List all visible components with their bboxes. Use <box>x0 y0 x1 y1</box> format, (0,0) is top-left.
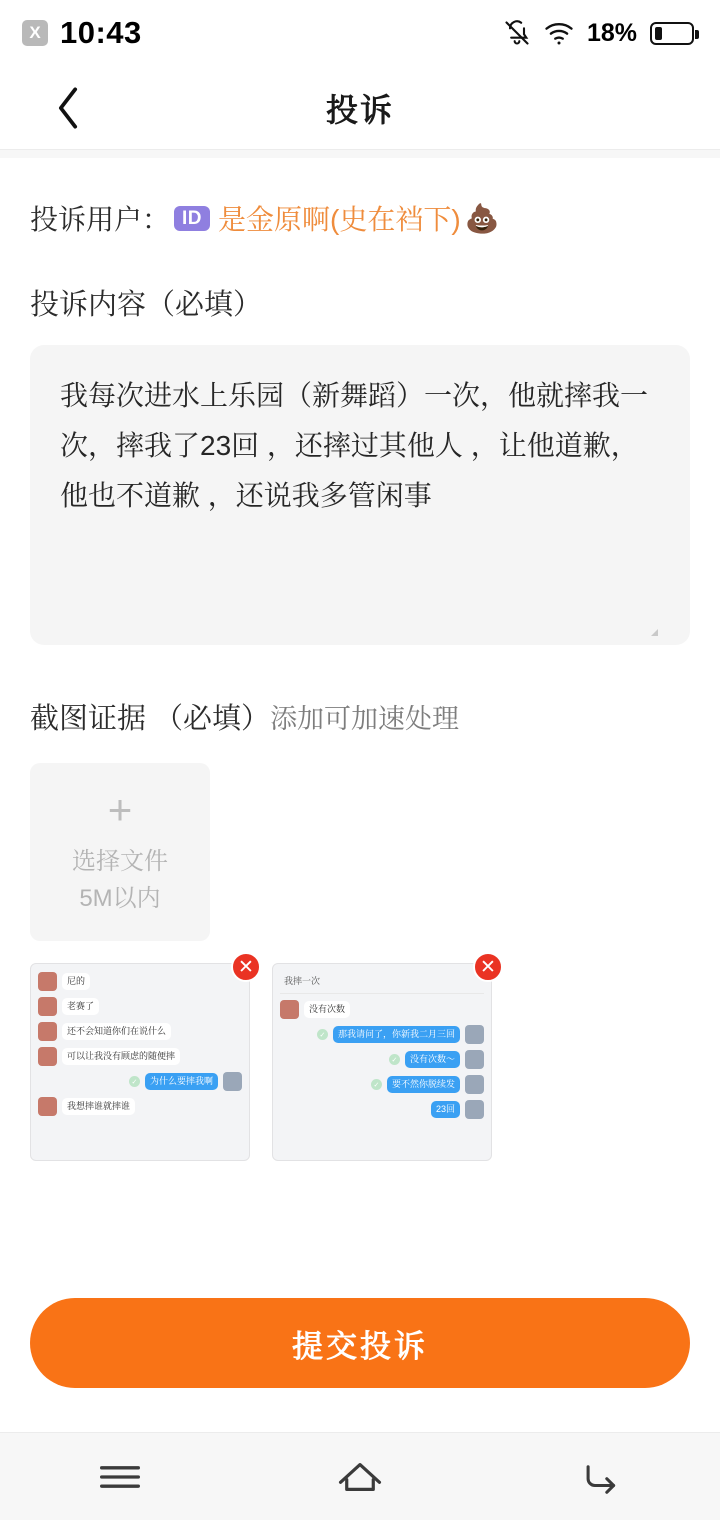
home-icon[interactable] <box>315 1447 405 1507</box>
chat-line <box>280 1075 484 1094</box>
back-icon[interactable] <box>555 1447 645 1507</box>
chat-bubble: 23回 <box>431 1101 460 1118</box>
status-bar-right <box>503 18 694 48</box>
complaint-user-label: 投诉用户： <box>30 204 171 235</box>
avatar <box>38 972 57 991</box>
evidence-label-text: 截图证据 （必填） <box>30 703 271 735</box>
status-bar-left <box>22 15 142 51</box>
chat-line <box>38 1097 242 1116</box>
chat-bubble: 还不会知道你们在说什么 <box>62 1023 171 1040</box>
check-icon: ✓ <box>389 1054 400 1065</box>
title-bar <box>0 66 720 150</box>
complaint-user-row <box>30 198 690 238</box>
chat-bubble: 可以让我没有顾虑的随便摔 <box>62 1048 180 1065</box>
thumbnail-item[interactable] <box>30 956 254 1161</box>
delete-thumbnail-button[interactable]: ✕ <box>473 952 503 982</box>
battery-icon <box>650 22 694 45</box>
submit-complaint-button[interactable]: 提交投诉 <box>30 1298 690 1388</box>
chat-bubble: 尼的 <box>62 973 90 990</box>
chat-bubble: 没有次数～ <box>405 1051 460 1068</box>
evidence-label-hint: 添加可加速处理 <box>270 704 460 734</box>
chat-line <box>38 997 242 1016</box>
chat-screenshot-2[interactable] <box>272 963 492 1161</box>
check-icon: ✓ <box>317 1029 328 1040</box>
main-content <box>0 158 720 1298</box>
complaint-content-label: 投诉内容（必填） <box>30 289 263 321</box>
check-icon: ✓ <box>129 1076 140 1087</box>
chat-screenshot-1[interactable] <box>30 963 250 1161</box>
chat-line <box>38 1047 242 1066</box>
chat-screenshot-header: 我摔一次 <box>280 972 484 994</box>
chat-bubble: 我想摔谁就摔谁 <box>62 1098 135 1115</box>
evidence-label <box>30 696 690 737</box>
chat-bubble: 老赛了 <box>62 998 99 1015</box>
chat-line <box>280 1025 484 1044</box>
file-upload-button[interactable] <box>30 763 210 941</box>
back-button[interactable] <box>44 84 92 132</box>
chevron-left-icon <box>53 85 83 131</box>
battery-percent: 18% <box>586 18 637 47</box>
id-badge-icon: ID <box>174 206 210 231</box>
chat-bubble: 没有次数 <box>304 1001 350 1018</box>
avatar <box>465 1025 484 1044</box>
chat-line <box>280 1050 484 1069</box>
textarea-resize-handle[interactable] <box>650 628 660 638</box>
avatar <box>38 1022 57 1041</box>
chat-bubble: 那我请问了，你新我二月三回 <box>333 1026 460 1043</box>
chat-line <box>280 1100 484 1119</box>
bell-off-icon <box>503 18 531 48</box>
chat-line <box>280 1000 484 1019</box>
evidence-thumbnails <box>30 956 690 1161</box>
system-navigation-bar <box>0 1432 720 1520</box>
chat-bubble: 要不然你脱续发 <box>387 1076 460 1093</box>
submit-area <box>0 1298 720 1388</box>
chat-line <box>38 1072 242 1091</box>
upload-label-line1: 选择文件 <box>72 848 168 875</box>
upload-label-line2: 5M以内 <box>79 885 161 912</box>
header-divider <box>0 150 720 158</box>
status-bar <box>0 0 720 66</box>
avatar <box>280 1000 299 1019</box>
page-title: 投诉 <box>325 91 394 128</box>
avatar <box>465 1075 484 1094</box>
menu-icon[interactable] <box>75 1447 165 1507</box>
delete-thumbnail-button[interactable]: ✕ <box>231 952 261 982</box>
complaint-content-input[interactable] <box>30 345 690 645</box>
app-badge-icon: X <box>22 20 48 46</box>
avatar <box>38 1097 57 1116</box>
poop-emoji-icon: 💩 <box>464 202 500 234</box>
avatar <box>223 1072 242 1091</box>
plus-icon: + <box>107 786 133 833</box>
complaint-username[interactable]: 是金原啊(史在裆下) <box>218 204 461 235</box>
status-time: 10:43 <box>60 15 142 50</box>
avatar <box>38 1047 57 1066</box>
avatar <box>38 997 57 1016</box>
chat-line <box>38 972 242 991</box>
chat-bubble: 为什么要摔我啊 <box>145 1073 218 1090</box>
thumbnail-item[interactable] <box>272 956 496 1161</box>
wifi-icon <box>544 20 574 46</box>
avatar <box>465 1050 484 1069</box>
check-icon: ✓ <box>371 1079 382 1090</box>
avatar <box>465 1100 484 1119</box>
chat-line <box>38 1022 242 1041</box>
